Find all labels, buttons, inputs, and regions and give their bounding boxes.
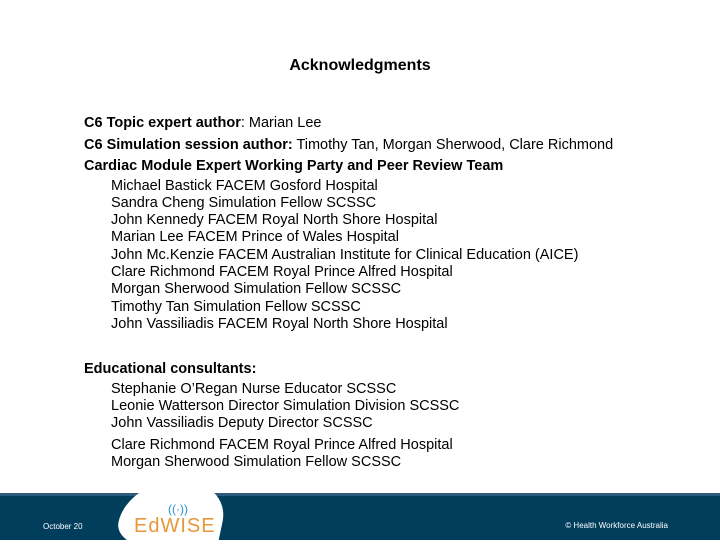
list-item: Leonie Watterson Director Simulation Division SCSSC — [111, 397, 460, 414]
wifi-icon: ((·)) — [168, 502, 188, 516]
session-author-line — [84, 135, 613, 157]
list-item: Timothy Tan Simulation Fellow SCSSC — [111, 298, 361, 315]
footer-bar — [0, 493, 720, 540]
list-item: John Mc.Kenzie FACEM Australian Institute for Clinical Education (AICE) — [111, 246, 579, 263]
list-item: Morgan Sherwood Simulation Fellow SCSSC — [111, 281, 402, 298]
list-item: Michael Bastick FACEM Gosford Hospital — [111, 177, 378, 194]
label: C6 Simulation session author: — [84, 136, 293, 153]
acknowledgments-body — [84, 113, 613, 471]
value: : Marian Lee — [240, 115, 322, 131]
list-item: John Vassiliadis FACEM Royal North Shore Hospital — [111, 315, 448, 332]
slide-title: Acknowledgments — [289, 57, 431, 74]
team-heading: Cardiac Module Expert Working Party and Peer Review Team — [84, 158, 504, 174]
consultants-list — [84, 381, 613, 471]
edwise-logo: EdWISE — [134, 515, 216, 537]
consultants-heading: Educational consultants: — [84, 361, 257, 378]
list-item: Morgan Sherwood Simulation Fellow SCSSC — [111, 453, 402, 470]
list-item: John Vassiliadis Deputy Director SCSSC — [111, 415, 373, 432]
list-item: Marian Lee FACEM Prince of Wales Hospital — [111, 229, 399, 246]
list-item: Clare Richmond FACEM Royal Prince Alfred Hospital — [111, 263, 453, 280]
footer-copyright: © Health Workforce Australia — [565, 521, 668, 530]
list-item: Clare Richmond FACEM Royal Prince Alfred Hospital — [111, 436, 453, 453]
footer-date: October 20 — [43, 522, 83, 531]
list-item: Stephanie O’Regan Nurse Educator SCSSC — [111, 380, 397, 397]
list-item: Sandra Cheng Simulation Fellow SCSSC — [111, 194, 377, 211]
list-item: John Kennedy FACEM Royal North Shore Hospital — [111, 212, 438, 229]
topic-author-line — [84, 113, 613, 135]
label: C6 Topic expert author — [84, 115, 241, 131]
team-list — [84, 178, 613, 334]
value: Timothy Tan, Morgan Sherwood, Clare Richmond — [292, 136, 614, 153]
